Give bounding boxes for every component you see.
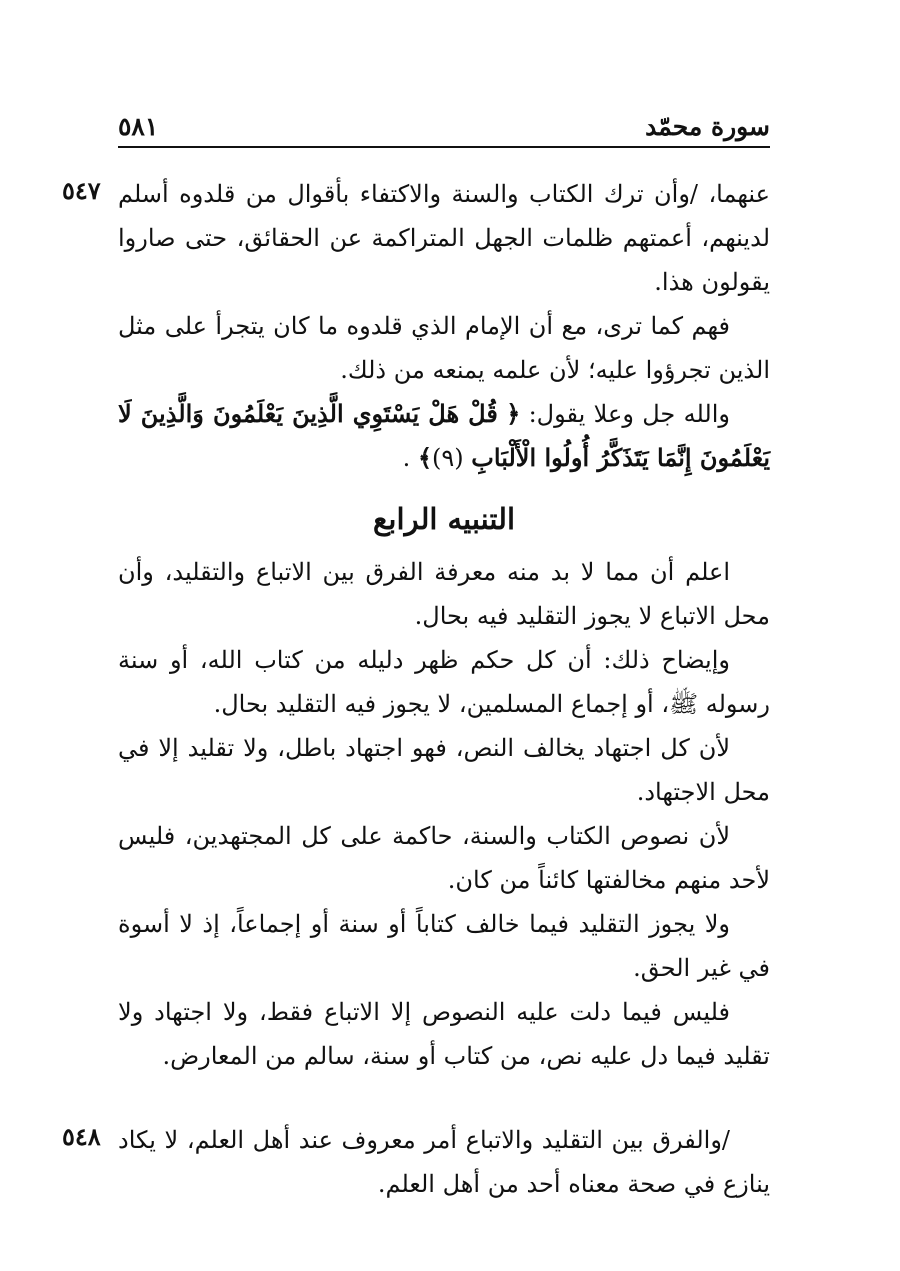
paragraph: عنهما، /وأن ترك الكتاب والسنة والاكتفاء بأقوال من قلدوه أسلم لدينهم، أعمتهم ظلمات الجهل المتراكمة عن الحقائق، حتى صاروا يقولون هذا.: [118, 180, 770, 296]
ayah-number: ٩: [441, 444, 455, 472]
paragraph: وإيضاح ذلك: أن كل حكم ظهر دليله من كتاب الله، أو سنة رسوله ﷺ، أو إجماع المسلمين، لا يجوز فيه التقليد بحال.: [118, 646, 770, 718]
margin-number: ٥٤٨: [62, 1122, 101, 1151]
paragraph: /والفرق بين التقليد والاتباع أمر معروف عند أهل العلم، لا يكاد ينازع في صحة معناه أحد من أهل العلم.: [118, 1126, 770, 1198]
paragraph: اعلم أن مما لا بد منه معرفة الفرق بين الاتباع والتقليد، وأن محل الاتباع لا يجوز التقليد فيه بحال.: [118, 558, 770, 630]
verse-open-bracket: ﴿: [506, 399, 521, 428]
verse-end-punctuation: .: [402, 444, 411, 472]
header-rule: [118, 146, 770, 148]
verse-close-bracket: ﴾: [417, 443, 433, 472]
paragraph: لأن كل اجتهاد يخالف النص، فهو اجتهاد باطل، ولا تقليد إلا في محل الاجتهاد.: [118, 734, 770, 806]
ayah-number-marker: (٩): [432, 444, 464, 472]
quran-verse: قُلْ هَلْ يَسْتَوِي الَّذِينَ يَعْلَمُونَ وَالَّذِينَ لَا يَعْلَمُونَ إِنَّمَا يَتَذَكَّرُ أُولُوا الْأَلْبَابِ: [118, 399, 770, 472]
section-heading: التنبيه الرابع: [373, 502, 515, 536]
paragraph: ولا يجوز التقليد فيما خالف كتاباً أو سنة أو إجماعاً، إذ لا أسوة في غير الحق.: [118, 910, 770, 982]
page-header: [118, 108, 770, 148]
verse-paragraph: [118, 392, 770, 480]
paragraph: لأن نصوص الكتاب والسنة، حاكمة على كل المجتهدين، فليس لأحد منهم مخالفتها كائناً من كان.: [118, 822, 770, 894]
page-number: ٥٨١: [118, 112, 159, 141]
paragraph: فليس فيما دلت عليه النصوص إلا الاتباع فقط، ولا اجتهاد ولا تقليد فيما دل عليه نص، من كتاب أو سنة، سالم من المعارض.: [118, 998, 770, 1070]
margin-number: ٥٤٧: [62, 176, 101, 205]
paragraph: فهم كما ترى، مع أن الإمام الذي قلدوه ما كان يتجرأ على مثل الذين تجرؤوا عليه؛ لأن علمه يمنعه من ذلك.: [118, 312, 770, 384]
surah-title: سورة محمّد: [645, 112, 770, 141]
verse-intro: والله جل وعلا يقول:: [528, 400, 730, 428]
